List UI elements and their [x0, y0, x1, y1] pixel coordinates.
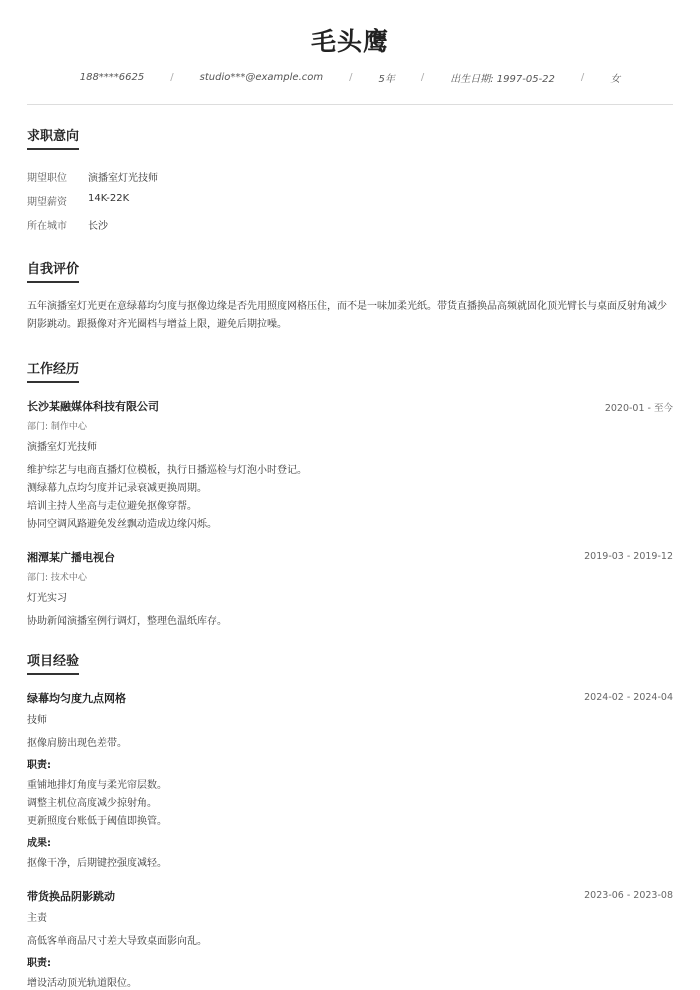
years-experience: 5年 — [378, 74, 395, 85]
project-desc: 高低客单商品尺寸差大导致桌面影向乱。 — [27, 936, 207, 947]
intent-value-salary: 14K-22K — [88, 193, 130, 204]
job-bullet: 维护综艺与电商直播灯位模板，执行日播巡检与灯泡小时登记。 — [27, 465, 307, 476]
intent-label-position: 期望职位 — [27, 173, 67, 184]
gender: 女 — [610, 74, 621, 85]
project-date: 2023-06 - 2023-08 — [584, 890, 673, 901]
section-underline — [27, 148, 79, 150]
project-role: 技师 — [27, 715, 47, 726]
job-role: 灯光实习 — [27, 593, 67, 604]
contact-bar — [0, 70, 700, 85]
section-title-summary: 自我评价 — [27, 262, 80, 277]
contact-separator: / — [420, 72, 425, 83]
phone-number: 188****6625 — [79, 72, 145, 83]
section-title-projects: 项目经验 — [27, 654, 80, 669]
header-divider — [27, 104, 673, 105]
contact-separator: / — [580, 72, 585, 83]
project-desc: 抠像肩膀出现色差带。 — [27, 738, 127, 749]
intent-value-position: 演播室灯光技师 — [88, 173, 158, 184]
candidate-name: 毛头鹰 — [310, 27, 389, 56]
contact-separator: / — [349, 72, 353, 83]
email-address: studio***@example.com — [199, 72, 324, 83]
project-name: 带货换品阴影跳动 — [27, 890, 115, 903]
job-company: 长沙某融媒体科技有限公司 — [27, 400, 159, 413]
section-title-work: 工作经历 — [27, 362, 80, 377]
project-role: 主责 — [27, 913, 47, 924]
intent-value-city: 长沙 — [88, 221, 108, 232]
project-duty: 调整主机位高度减少掠射角。 — [27, 798, 157, 809]
project-duty-label: 职责: — [27, 760, 51, 771]
job-bullet: 测绿幕九点均匀度并记录衰减更换周期。 — [27, 483, 207, 494]
job-department: 部门: 制作中心 — [27, 422, 87, 432]
job-date: 2020-01 - 至今 — [604, 403, 673, 414]
section-underline — [27, 673, 79, 675]
project-duty: 增设活动顶光轨道限位。 — [27, 978, 137, 989]
project-name: 绿幕均匀度九点网格 — [27, 692, 126, 705]
job-bullet: 协同空调风路避免发丝飘动造成边缘闪烁。 — [27, 519, 217, 530]
job-date: 2019-03 - 2019-12 — [584, 551, 673, 562]
section-title-intent: 求职意向 — [27, 129, 80, 144]
project-duty-label: 职责: — [27, 958, 51, 969]
section-underline — [27, 381, 79, 383]
project-duty: 重铺地排灯角度与柔光帘层数。 — [27, 780, 167, 791]
project-result: 抠像干净，后期键控强度减轻。 — [27, 858, 167, 869]
birth-date: 出生日期: 1997-05-22 — [450, 74, 555, 85]
section-underline — [27, 281, 79, 283]
intent-label-city: 所在城市 — [27, 221, 67, 232]
project-date: 2024-02 - 2024-04 — [584, 692, 673, 703]
summary-text: 五年演播室灯光更在意绿幕均匀度与抠像边缘是否先用照度网格压住，而不是一味加柔光纸。带货直播换品高频就固化顶光臂长与桌面反射角减少阴影跳动。跟摄像对齐光圈档与增益上限，避免后期拉噪。 — [27, 301, 667, 330]
project-result-label: 成果: — [27, 838, 51, 849]
contact-separator: / — [170, 72, 174, 83]
job-company: 湘潭某广播电视台 — [27, 551, 115, 564]
job-role: 演播室灯光技师 — [27, 442, 97, 453]
job-bullet: 协助新闻演播室例行调灯，整理色温纸库存。 — [27, 616, 227, 627]
intent-label-salary: 期望薪资 — [27, 197, 67, 208]
job-bullet: 培训主持人坐高与走位避免抠像穿帮。 — [27, 501, 197, 512]
job-department: 部门: 技术中心 — [27, 573, 87, 583]
project-duty: 更新照度台账低于阈值即换管。 — [27, 816, 167, 827]
